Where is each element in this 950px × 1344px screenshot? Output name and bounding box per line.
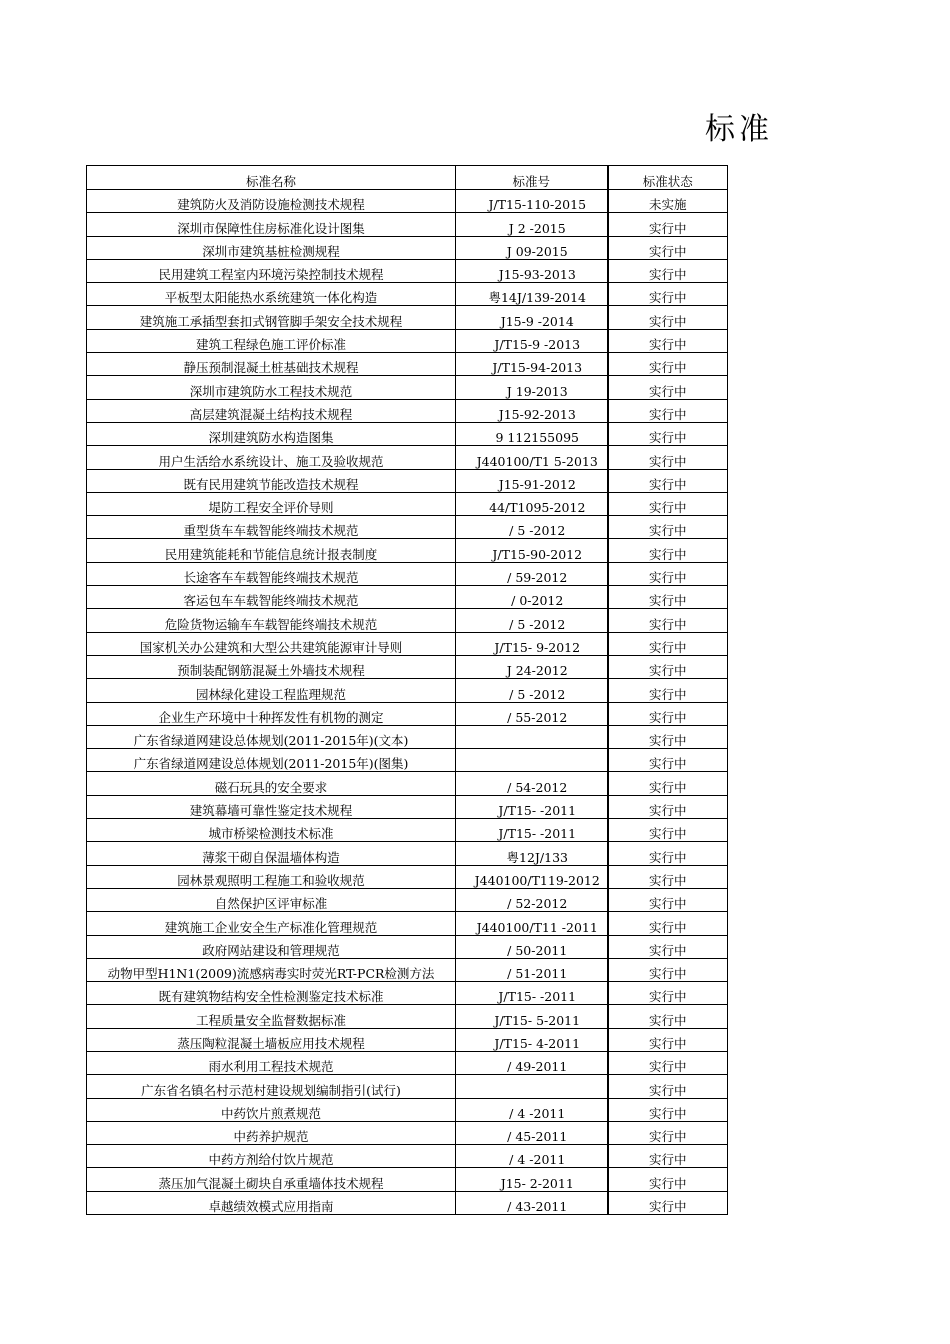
- standard-status-cell: 实行中: [608, 1191, 728, 1214]
- standard-number-text: / 54-2012: [507, 779, 568, 795]
- table-row: [87, 958, 728, 981]
- table-body: [87, 190, 728, 1215]
- standard-name-cell: 危险货物运输车车载智能终端技术规范: [87, 609, 456, 632]
- table-row: [87, 236, 728, 259]
- standard-name-cell: 民用建筑工程室内环境污染控制技术规程: [87, 259, 456, 282]
- table-row: [87, 655, 728, 678]
- standard-name-cell: 用户生活给水系统设计、施工及验收规范: [87, 446, 456, 469]
- standard-number-cell: [456, 190, 608, 213]
- table-row: [87, 190, 728, 213]
- standard-status-cell: 实行中: [608, 516, 728, 539]
- standard-number-cell: [456, 353, 608, 376]
- standard-number-text: / 4 -2011: [509, 1105, 566, 1121]
- standard-number-text: J440100/T1 5-2013: [476, 453, 598, 469]
- standard-status-cell: 实行中: [608, 702, 728, 725]
- standard-name-cell: 既有民用建筑节能改造技术规程: [87, 469, 456, 492]
- standard-number-cell: [456, 749, 608, 772]
- standard-status-cell: 实行中: [608, 213, 728, 236]
- column-header-number: 标准号: [456, 166, 608, 190]
- standard-number-cell: [456, 236, 608, 259]
- standard-name-cell: 长途客车车载智能终端技术规范: [87, 562, 456, 585]
- standard-status-cell: 实行中: [608, 865, 728, 888]
- standard-status-cell: 实行中: [608, 376, 728, 399]
- standard-number-cell: [456, 516, 608, 539]
- standard-number-text: J 24-2012: [506, 663, 568, 679]
- standard-status-cell: 实行中: [608, 749, 728, 772]
- standard-number-cell: [456, 586, 608, 609]
- table-row: [87, 469, 728, 492]
- standard-status-cell: 实行中: [608, 795, 728, 818]
- standard-number-text: / 49-2011: [507, 1059, 568, 1075]
- standard-status-cell: 实行中: [608, 982, 728, 1005]
- standard-number-text: / 59-2012: [507, 570, 568, 586]
- table-row: [87, 982, 728, 1005]
- standard-number-text: 44/T1095-2012: [489, 500, 586, 516]
- table-row: [87, 213, 728, 236]
- standard-status-cell: 实行中: [608, 329, 728, 352]
- table-row: [87, 842, 728, 865]
- standard-number-text: 9 112155095: [495, 430, 579, 446]
- standard-number-cell: [456, 539, 608, 562]
- table-row: [87, 516, 728, 539]
- table-row: [87, 422, 728, 445]
- standard-status-cell: 实行中: [608, 725, 728, 748]
- standard-name-cell: 建筑幕墙可靠性鉴定技术规程: [87, 795, 456, 818]
- column-header-name: 标准名称: [87, 166, 456, 190]
- standard-number-cell: [456, 562, 608, 585]
- standard-number-cell: [456, 283, 608, 306]
- standard-name-cell: 卓越绩效模式应用指南: [87, 1191, 456, 1214]
- standard-status-cell: 实行中: [608, 912, 728, 935]
- table-row: [87, 1005, 728, 1028]
- standard-status-cell: 实行中: [608, 1098, 728, 1121]
- standard-name-cell: 深圳市建筑基桩检测规程: [87, 236, 456, 259]
- table-row: [87, 795, 728, 818]
- standard-number-cell: [456, 1168, 608, 1191]
- standard-name-cell: 广东省名镇名村示范村建设规划编制指引(试行): [87, 1075, 456, 1098]
- standard-number-cell: [456, 492, 608, 515]
- standard-number-text: J/T15-9 -2013: [494, 337, 581, 353]
- standard-number-text: J15-93-2013: [498, 267, 576, 283]
- standard-number-cell: [456, 888, 608, 911]
- standard-name-cell: 重型货车车载智能终端技术规范: [87, 516, 456, 539]
- table-row: [87, 1191, 728, 1214]
- standard-number-cell: [456, 1121, 608, 1144]
- table-row: [87, 865, 728, 888]
- standard-name-cell: 动物甲型H1N1(2009)流感病毒实时荧光RT-PCR检测方法: [87, 958, 456, 981]
- table-row: [87, 632, 728, 655]
- standard-number-cell: [456, 1005, 608, 1028]
- table-row: [87, 1075, 728, 1098]
- standard-number-text: J/T15- 4-2011: [494, 1035, 581, 1051]
- standard-number-cell: [456, 819, 608, 842]
- table-row: [87, 888, 728, 911]
- standard-status-cell: 实行中: [608, 1145, 728, 1168]
- standard-status-cell: 实行中: [608, 446, 728, 469]
- standard-name-cell: 堤防工程安全评价导则: [87, 492, 456, 515]
- standard-number-text: J440100/T119-2012: [474, 872, 600, 888]
- standard-number-text: / 55-2012: [507, 709, 568, 725]
- standard-number-text: J/T15-90-2012: [492, 546, 583, 562]
- standard-name-cell: 既有建筑物结构安全性检测鉴定技术标准: [87, 982, 456, 1005]
- standard-number-cell: [456, 399, 608, 422]
- standard-status-cell: 实行中: [608, 842, 728, 865]
- table-row: [87, 679, 728, 702]
- standard-name-cell: 建筑施工企业安全生产标准化管理规范: [87, 912, 456, 935]
- standard-number-cell: [456, 982, 608, 1005]
- standard-number-text: / 5 -2012: [509, 686, 566, 702]
- table-row: [87, 702, 728, 725]
- standard-status-cell: 实行中: [608, 539, 728, 562]
- standard-name-cell: 中药饮片煎煮规范: [87, 1098, 456, 1121]
- standard-status-cell: 实行中: [608, 1075, 728, 1098]
- standard-name-cell: 预制装配钢筋混凝土外墙技术规程: [87, 655, 456, 678]
- standard-name-cell: 园林绿化建设工程监理规范: [87, 679, 456, 702]
- standard-number-text: / 0-2012: [511, 593, 564, 609]
- standard-status-cell: 实行中: [608, 399, 728, 422]
- standard-name-cell: 政府网站建设和管理规范: [87, 935, 456, 958]
- standard-number-text: / 5 -2012: [509, 616, 566, 632]
- standard-number-text: / 43-2011: [507, 1199, 568, 1215]
- standard-status-cell: 实行中: [608, 1028, 728, 1051]
- table-row: [87, 1145, 728, 1168]
- standard-number-cell: [456, 306, 608, 329]
- table-row: [87, 749, 728, 772]
- standard-number-text: J 2 -2015: [508, 220, 566, 236]
- table-row: [87, 1051, 728, 1074]
- standard-number-cell: [456, 1075, 608, 1098]
- standard-number-text: / 52-2012: [507, 896, 568, 912]
- standard-status-cell: 实行中: [608, 236, 728, 259]
- standard-name-cell: 深圳市建筑防水工程技术规范: [87, 376, 456, 399]
- standard-number-text: J440100/T11 -2011: [476, 919, 598, 935]
- standard-status-cell: 实行中: [608, 1051, 728, 1074]
- standard-name-cell: 静压预制混凝土桩基础技术规程: [87, 353, 456, 376]
- standard-number-cell: [456, 259, 608, 282]
- standard-name-cell: 建筑施工承插型套扣式钢管脚手架安全技术规程: [87, 306, 456, 329]
- standard-name-cell: 城市桥梁检测技术标准: [87, 819, 456, 842]
- standard-number-text: 粤14J/139-2014: [488, 290, 587, 306]
- standard-number-text: J15-92-2013: [498, 406, 576, 422]
- table-row: [87, 492, 728, 515]
- standard-number-cell: [456, 446, 608, 469]
- standard-number-cell: [456, 702, 608, 725]
- standard-status-cell: 实行中: [608, 422, 728, 445]
- standard-number-cell: [456, 795, 608, 818]
- standard-number-text: J/T15- 5-2011: [494, 1012, 581, 1028]
- standard-number-cell: [456, 865, 608, 888]
- standard-status-cell: 实行中: [608, 353, 728, 376]
- standard-number-cell: [456, 772, 608, 795]
- table-row: [87, 586, 728, 609]
- standard-number-cell: [456, 632, 608, 655]
- standard-number-text: J15-91-2012: [498, 476, 576, 492]
- standard-name-cell: 蒸压陶粒混凝土墙板应用技术规程: [87, 1028, 456, 1051]
- standard-status-cell: 实行中: [608, 772, 728, 795]
- standard-number-text: J/T15- -2011: [498, 803, 577, 819]
- standard-status-cell: 实行中: [608, 562, 728, 585]
- standard-number-cell: [456, 725, 608, 748]
- standard-number-text: J 09-2015: [506, 243, 568, 259]
- standard-status-cell: 实行中: [608, 609, 728, 632]
- standard-status-cell: 实行中: [608, 492, 728, 515]
- table-row: [87, 609, 728, 632]
- standard-name-cell: 广东省绿道网建设总体规划(2011-2015年)(图集): [87, 749, 456, 772]
- standard-status-cell: 实行中: [608, 888, 728, 911]
- standard-status-cell: 实行中: [608, 469, 728, 492]
- standard-number-text: 粤12J/133: [506, 849, 568, 865]
- standard-name-cell: 深圳市保障性住房标准化设计图集: [87, 213, 456, 236]
- standard-status-cell: 实行中: [608, 1121, 728, 1144]
- standard-number-cell: [456, 609, 608, 632]
- table-row: [87, 376, 728, 399]
- standard-status-cell: 实行中: [608, 259, 728, 282]
- standard-name-cell: 蒸压加气混凝土砌块自承重墙体技术规程: [87, 1168, 456, 1191]
- standard-number-text: / 50-2011: [507, 942, 568, 958]
- standard-status-cell: 实行中: [608, 283, 728, 306]
- standard-status-cell: 实行中: [608, 679, 728, 702]
- table-row: [87, 562, 728, 585]
- standard-number-cell: [456, 376, 608, 399]
- standard-status-cell: 实行中: [608, 958, 728, 981]
- standard-number-cell: [456, 1028, 608, 1051]
- standard-name-cell: 国家机关办公建筑和大型公共建筑能源审计导则: [87, 632, 456, 655]
- standard-number-cell: [456, 655, 608, 678]
- standard-name-cell: 中药养护规范: [87, 1121, 456, 1144]
- standard-status-cell: 实行中: [608, 306, 728, 329]
- standard-name-cell: 广东省绿道网建设总体规划(2011-2015年)(文本): [87, 725, 456, 748]
- standard-number-cell: [456, 213, 608, 236]
- standard-name-cell: 磁石玩具的安全要求: [87, 772, 456, 795]
- standard-number-text: J/T15-110-2015: [488, 197, 587, 213]
- standard-number-text: / 4 -2011: [509, 1152, 566, 1168]
- standard-name-cell: 中药方剂给付饮片规范: [87, 1145, 456, 1168]
- table-row: [87, 1098, 728, 1121]
- standard-number-cell: [456, 1191, 608, 1214]
- standard-number-text: J15- 2-2011: [500, 1175, 574, 1191]
- standard-number-text: / 5 -2012: [509, 523, 566, 539]
- standard-number-text: J 19-2013: [506, 383, 568, 399]
- standard-number-cell: [456, 935, 608, 958]
- standard-status-cell: 实行中: [608, 819, 728, 842]
- standard-status-cell: 实行中: [608, 586, 728, 609]
- table-row: [87, 819, 728, 842]
- standard-name-cell: 企业生产环境中十种挥发性有机物的测定: [87, 702, 456, 725]
- standard-number-cell: [456, 679, 608, 702]
- table-row: [87, 353, 728, 376]
- table-row: [87, 306, 728, 329]
- standard-number-cell: [456, 958, 608, 981]
- standard-number-text: J/T15- -2011: [498, 826, 577, 842]
- table-row: [87, 446, 728, 469]
- standard-number-cell: [456, 912, 608, 935]
- table-row: [87, 1028, 728, 1051]
- standard-number-cell: [456, 1051, 608, 1074]
- table-row: [87, 259, 728, 282]
- standard-number-text: J/T15-94-2013: [492, 360, 583, 376]
- standards-table: [86, 165, 728, 1215]
- table-row: [87, 1121, 728, 1144]
- table-header-row: [87, 166, 728, 190]
- standard-number-cell: [456, 422, 608, 445]
- page-title: 标准: [705, 112, 773, 147]
- standard-number-text: J/T15- 9-2012: [494, 639, 581, 655]
- standard-name-cell: 客运包车车载智能终端技术规范: [87, 586, 456, 609]
- standard-name-cell: 高层建筑混凝土结构技术规程: [87, 399, 456, 422]
- table-row: [87, 912, 728, 935]
- standard-status-cell: 实行中: [608, 1168, 728, 1191]
- standard-name-cell: 建筑工程绿色施工评价标准: [87, 329, 456, 352]
- standard-number-cell: [456, 1145, 608, 1168]
- standard-number-text: J/T15- -2011: [498, 989, 577, 1005]
- standard-name-cell: 雨水利用工程技术规范: [87, 1051, 456, 1074]
- standard-number-text: / 45-2011: [507, 1129, 568, 1145]
- standard-status-cell: 实行中: [608, 655, 728, 678]
- standard-number-text: / 51-2011: [507, 966, 568, 982]
- table-row: [87, 935, 728, 958]
- standard-status-cell: 实行中: [608, 1005, 728, 1028]
- standard-name-cell: 园林景观照明工程施工和验收规范: [87, 865, 456, 888]
- table-row: [87, 772, 728, 795]
- standard-name-cell: 建筑防火及消防设施检测技术规程: [87, 190, 456, 213]
- standard-status-cell: 实行中: [608, 632, 728, 655]
- table-row: [87, 539, 728, 562]
- table-row: [87, 283, 728, 306]
- table-row: [87, 329, 728, 352]
- standard-name-cell: 民用建筑能耗和节能信息统计报表制度: [87, 539, 456, 562]
- standard-number-cell: [456, 329, 608, 352]
- standard-status-cell: 未实施: [608, 190, 728, 213]
- standard-name-cell: 平板型太阳能热水系统建筑一体化构造: [87, 283, 456, 306]
- standard-name-cell: 自然保护区评审标准: [87, 888, 456, 911]
- table-row: [87, 725, 728, 748]
- column-header-status: 标准状态: [608, 166, 728, 190]
- standard-name-cell: 工程质量安全监督数据标准: [87, 1005, 456, 1028]
- standard-number-cell: [456, 1098, 608, 1121]
- standard-number-cell: [456, 842, 608, 865]
- standard-name-cell: 深圳建筑防水构造图集: [87, 422, 456, 445]
- standard-status-cell: 实行中: [608, 935, 728, 958]
- standard-number-text: J15-9 -2014: [500, 313, 574, 329]
- table-row: [87, 1168, 728, 1191]
- standard-number-cell: [456, 469, 608, 492]
- table-row: [87, 399, 728, 422]
- standard-name-cell: 薄浆干砌自保温墙体构造: [87, 842, 456, 865]
